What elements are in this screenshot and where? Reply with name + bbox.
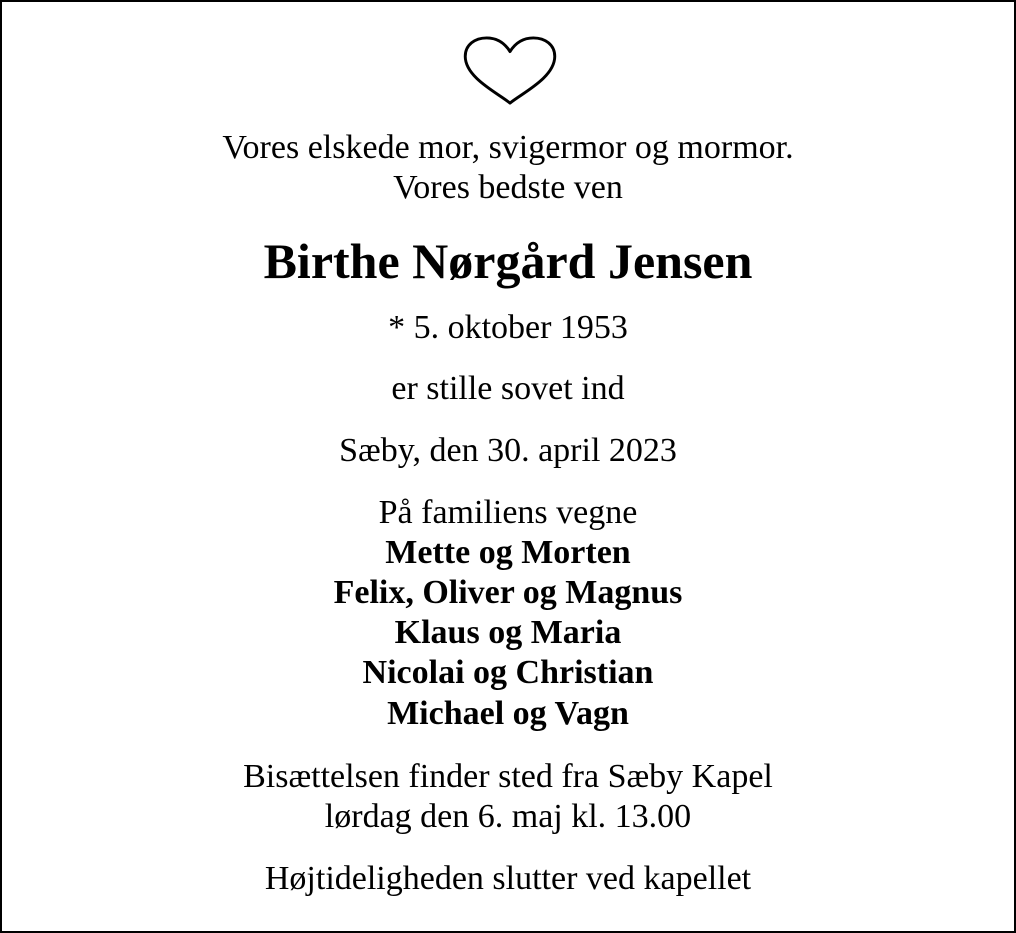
family-name: Felix, Oliver og Magnus — [333, 574, 683, 611]
family-name: Michael og Vagn — [387, 695, 629, 732]
birth-date: * 5. oktober 1953 — [388, 309, 628, 346]
family-intro: På familiens vegne — [378, 494, 638, 531]
place-date: Sæby, den 30. april 2023 — [339, 432, 677, 469]
deceased-name: Birthe Nørgård Jensen — [263, 233, 753, 289]
family-name: Mette og Morten — [385, 534, 631, 571]
family-name: Klaus og Maria — [394, 614, 622, 651]
passing-text: er stille sovet ind — [391, 370, 625, 407]
funeral-time: lørdag den 6. maj kl. 13.00 — [324, 798, 692, 835]
funeral-note: Højtideligheden slutter ved kapellet — [264, 860, 752, 897]
heart-icon — [461, 35, 559, 107]
intro-line-2: Vores bedste ven — [393, 169, 623, 206]
funeral-location: Bisættelsen finder sted fra Sæby Kapel — [243, 758, 773, 795]
family-name: Nicolai og Christian — [362, 654, 654, 691]
intro-line-1: Vores elskede mor, svigermor og mormor. — [222, 129, 794, 166]
